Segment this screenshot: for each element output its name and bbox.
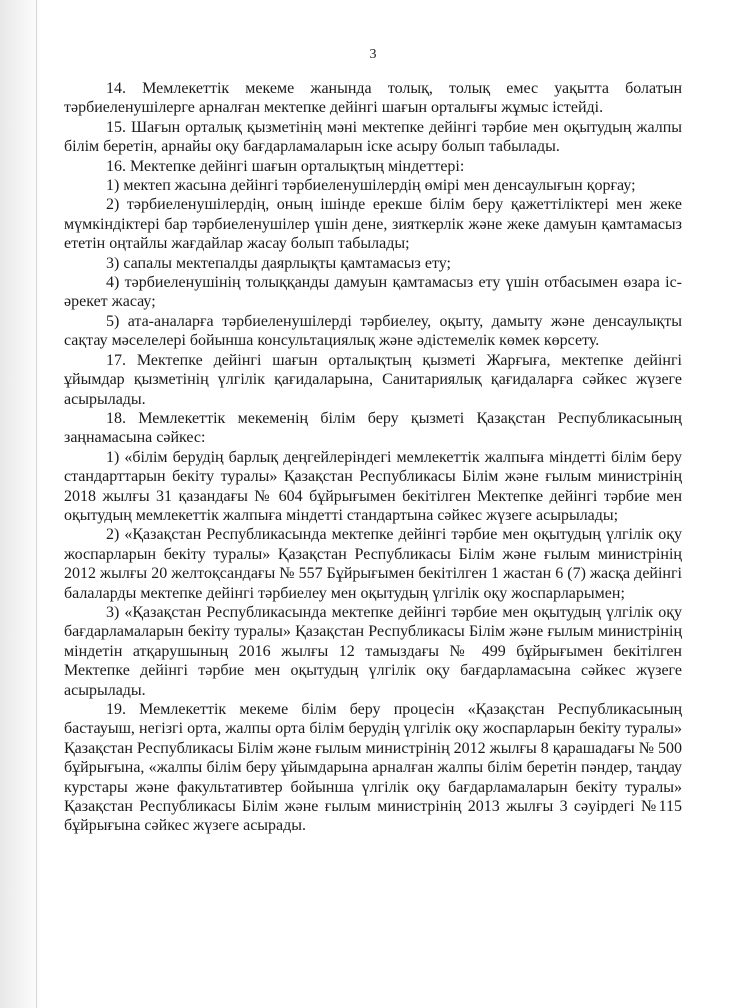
paragraph-18-item-3: 3) «Қазақстан Республикасында мектепке дейінгі тәрбие мен оқытудың үлгілік оқу бағдарламаларын бекіту туралы» Қазақстан Республикасы Білім және ғылым министрінің міндетін атқарушының 2016 жылғы 12 тамыздағы № 499 бұйрығымен бекітілген Мектепке дейінгі тәрбие мен оқытудың үлгілік оқу бағдарламасына сәйкес жүзеге асырылады. [64,603,682,699]
paragraph-16-item-4: 4) тәрбиеленушінің толыққанды дамуын қамтамасыз ету үшін отбасымен өзара іс-әрекет жасау; [64,274,682,311]
paragraph-16: 16. Мектепке дейінгі шағын орталықтың міндеттері: [106,157,465,175]
paragraph-16-item-5: 5) ата-аналарға тәрбиеленушілерді тәрбиелеу, оқыту, дамыту және денсаулықты сақтау мәселелері бойынша консультациялық және әдістемелік көмек көрсету. [64,312,682,350]
paragraph-16-item-2: 2) тәрбиеленушілердің, оның ішінде ерекше білім беру қажеттіліктері мен жеке мүмкіндіктері бар тәрбиеленушілер үшін дене, зияткерлік және жеке дамуын қамтамасыз ететін оңтайлы жағдайлар жасау болып табылады; [64,196,682,253]
paragraph-16-item-3: 3) сапалы мектепалды даярлықты қамтамасыз ету; [106,254,451,272]
paragraph-18-item-2: 2) «Қазақстан Республикасында мектепке дейінгі тәрбие мен оқытудың үлгілік оқу жоспарларын бекіту туралы» Қазақстан Республикасы Білім және ғылым министрінің 2012 жылғы 20 желтоқсандағы № 557 Бұйрығымен бекітілген 1 жастан 6 (7) жасқа дейінгі балаларды мектепке дейінгі тәрбиелеу мен оқытудың үлгілік оқу жоспарларымен; [64,526,682,602]
paragraph-16-item-1: 1) мектеп жасына дейінгі тәрбиеленушілердің өмірі мен денсаулығын қорғау; [106,177,636,195]
paragraph-14: 14. Мемлекеттік мекеме жанында толық, толық емес уақытта болатын тәрбиеленушілерге арналған мектепке дейінгі шағын орталығы жұмыс істейді. [64,80,682,117]
paragraph-17: 17. Мектепке дейінгі шағын орталықтың қызметі Жарғыға, мектепке дейінгі ұйымдар қызметінің үлгілік қағидаларына, Санитариялық қағидаларға сәйкес жүзеге асырылады. [64,351,682,408]
paragraph-18-item-1: 1) «білім берудің барлық деңгейлеріндегі мемлекеттік жалпыға міндетті білім беру стандарттарын бекіту туралы» Қазақстан Республикасы Білім және ғылым министрінің 2018 жылғы 31 қазандағы № 604 бұйрығымен бекітілген Мектепке дейінгі тәрбие мен оқытудың мемлекеттік жалпыға міндетті стандартына сәйкес жүзеге асырылады; [64,448,682,524]
paragraph-18: 18. Мемлекеттік мекеменің білім беру қызметі Қазақстан Республикасының заңнамасына сәйкес: [64,409,682,447]
paragraph-19: 19. Мемлекеттік мекеме білім беру процесін «Қазақстан Республикасының бастауыш, негізгі орта, жалпы орта білім берудің үлгілік оқу жоспарларын бекіту туралы» Қазақстан Республикасы Білім және ғылым министрінің 2012 жылғы 8 қарашадағы № 500 бұйрығына, «жалпы білім беру ұйымдарына арналған жалпы білім беретін пәндер, таңдау курстары және факультативтер бойынша үлгілік оқу бағдарламаларын бекіту туралы» Қазақстан Республикасы Білім және ғылым министрінің 2013 жылғы 3 сәуірдегі №115 бұйрығына сәйкес жүзеге асырады. [64,701,682,835]
paragraph-15: 15. Шағын орталық қызметінің мәні мектепке дейінгі тәрбие мен оқытудың жалпы білім беретін, арнайы оқу бағдарламаларын іске асыру болып табылады. [64,118,682,156]
page-fold-line [36,0,37,1008]
scanned-binding-edge [0,0,40,1008]
page-number: 3 [369,47,377,62]
document-body [64,79,682,836]
